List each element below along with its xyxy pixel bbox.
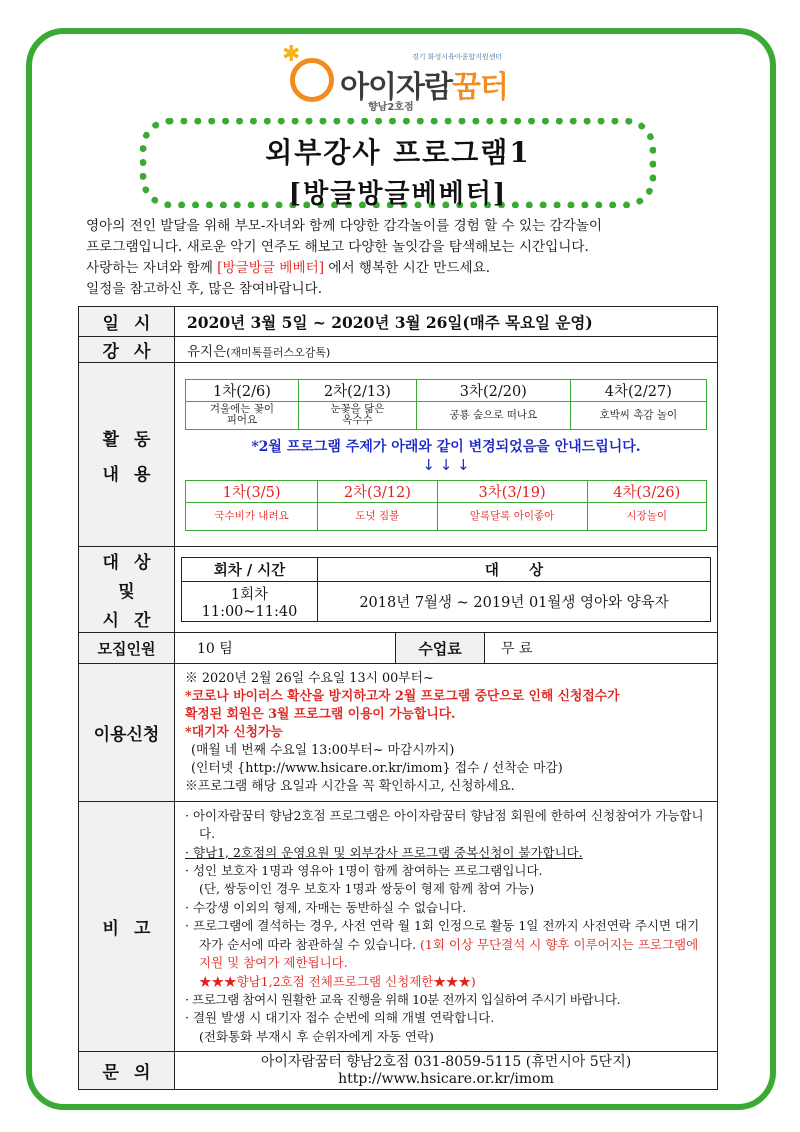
info-table (78, 306, 718, 1090)
schedule-value: 2020년 3월 5일 ~ 2020년 3월 26일(매주 목요일 운영) (175, 307, 718, 337)
session-cell: 2차(2/13) (298, 379, 416, 401)
recruit-row (79, 633, 718, 664)
schedule-label: 일 시 (79, 307, 175, 337)
notes-content: · 아이자람꿈터 향남2호점 프로그램은 아이자람꿈터 향남점 회원에 한하여 신청참여가 가능합니다. · 향남1, 2호점의 운영요원 및 외부강사 프로그램 중복신청이 불가합니다. · 성인 보호자 1명과 영유아 1명이 함께 참여하는 프로그램입니다. (단, 쌍둥이인 경우 보호자 1명과 쌍둥이 형제 함께 참여 가능) · 수강생 이외의 형제, 자매는 동반하실 수 없습니다. · 프로그램에 결석하는 경우, 사전 연락 월 1회 인정으로 활동 1일 전까지 사전연락 주시면 대기자가 순서에 따라 참관하실 수 있습니다. (1회 이상 무단결석 시 향후 이루어지는 프로그램에 지원 및 참여가 제한됩니다. ★★★향남1,2호점 전체프로그램 신청제한★★★) · 프로그램 참여시 원활한 교육 진행을 위해 10분 전까지 입실하여 주시기 바랍니다. · 결원 발생 시 대기자 접수 순번에 의해 개별 연락합니다. (전화통화 부재시 후 순위자에게 자동 연락) (175, 802, 718, 1052)
notes-label: 비 고 (79, 802, 175, 1052)
session-cell: 3차(2/20) (416, 379, 570, 401)
audience-cell: 2018년 7월생 ~ 2019년 01월생 영아와 양육자 (318, 582, 711, 622)
topic-cell: 국수비가 내려요 (186, 502, 318, 530)
topic-cell: 알록달록 아이좋아 (437, 502, 587, 530)
application-row (79, 664, 718, 802)
time-header: 회차 / 시간 (182, 558, 318, 582)
topic-cell: 공룡 숲으로 떠나요 (416, 401, 570, 429)
contact-label: 문 의 (79, 1052, 175, 1090)
intro-paragraph: 영아의 전인 발달을 위해 부모-자녀와 함께 다양한 감각놀이를 경험 할 수 있는 감각놀이 프로그램입니다. 새로운 악기 연주도 해보고 다양한 놀잇감을 탐색해보는 시간입니다. 사랑하는 자녀와 함께 [방글방글 베베터] 에서 행복한 시간 만드세요. 일정을 참고하신 후, 많은 참여바랍니다. (86, 218, 603, 297)
contact-phone: 아이자람꿈터 향남2호점 031-8059-5115 (휴먼시아 5단지) (260, 1053, 632, 1070)
contact-url[interactable]: http://www.hsicare.or.kr/imom (338, 1070, 554, 1087)
change-notice: *2월 프로그램 주제가 아래와 같이 변경되었음을 안내드립니다. (251, 438, 641, 455)
instructor-label: 강 사 (79, 337, 175, 363)
original-schedule-table (185, 379, 707, 430)
session-cell: 2차(3/12) (318, 480, 437, 502)
target-table (181, 557, 711, 622)
topic-cell: 눈꽃을 닮은 옥수수 (298, 401, 416, 429)
logo-center-text: 경기 화성시육아종합지원센터 (412, 53, 503, 61)
topic-cell: 겨울에는 꽃이 피어요 (186, 401, 299, 429)
changed-schedule-table (185, 480, 707, 531)
star-icon: ✱ (282, 42, 301, 67)
topic-cell: 시장놀이 (587, 502, 706, 530)
recruit-value: 10 팀 (197, 641, 233, 657)
logo-branch: 향남2호점 (368, 102, 414, 113)
application-content: ※ 2020년 2월 26일 수요일 13시 00부터~ *코로나 바이러스 확산을 방지하고자 2월 프로그램 중단으로 인해 신청접수가 확정된 회원은 3월 프로그램 이용이 가능합니다. *대기자 신청가능 (매월 네 번째 수요일 13:00부터~ 마감시까지) (인터넷 {http://www.hsicare.or.kr/imom} 접수 / 선착순 마감) ※프로그램 해당 요일과 시간을 꼭 확인하시고, 신청하세요. (175, 664, 718, 802)
page-subtitle: [방글방글베베터] (288, 179, 508, 209)
session-time-cell: 1회차 11:00~11:40 (182, 582, 318, 622)
title-box (140, 118, 656, 208)
down-arrows-icon: ↓ ↓ ↓ (422, 455, 470, 474)
contact-row (79, 1052, 718, 1090)
activities-content (175, 363, 718, 547)
audience-header: 대 상 (318, 558, 711, 582)
logo-name: 아이자람꿈터 (340, 70, 508, 105)
page-title: 외부강사 프로그램1 (265, 136, 531, 169)
session-cell: 1차(3/5) (186, 480, 318, 502)
child-face-icon (290, 58, 334, 102)
session-cell: 1차(2/6) (186, 379, 299, 401)
fee-value: 무 료 (501, 641, 533, 657)
activities-row (79, 363, 718, 547)
instructor-value: 유지은(재미톡플러스오감톡) (175, 337, 718, 363)
instructor-row (79, 337, 718, 363)
logo (282, 42, 542, 113)
contact-content (175, 1052, 718, 1090)
target-row (79, 547, 718, 633)
notes-row (79, 802, 718, 1052)
fee-label: 수업료 (395, 633, 485, 663)
target-content (175, 547, 718, 633)
schedule-row (79, 307, 718, 337)
activities-label: 활 동 내 용 (79, 363, 175, 547)
recruit-label: 모집인원 (79, 633, 175, 664)
topic-cell: 도넛 짐볼 (318, 502, 437, 530)
topic-cell: 호박씨 촉감 놀이 (570, 401, 706, 429)
session-cell: 3차(3/19) (437, 480, 587, 502)
application-label: 이용신청 (79, 664, 175, 802)
session-cell: 4차(2/27) (570, 379, 706, 401)
target-label: 대 상 및 시 간 (79, 547, 175, 633)
session-cell: 4차(3/26) (587, 480, 706, 502)
